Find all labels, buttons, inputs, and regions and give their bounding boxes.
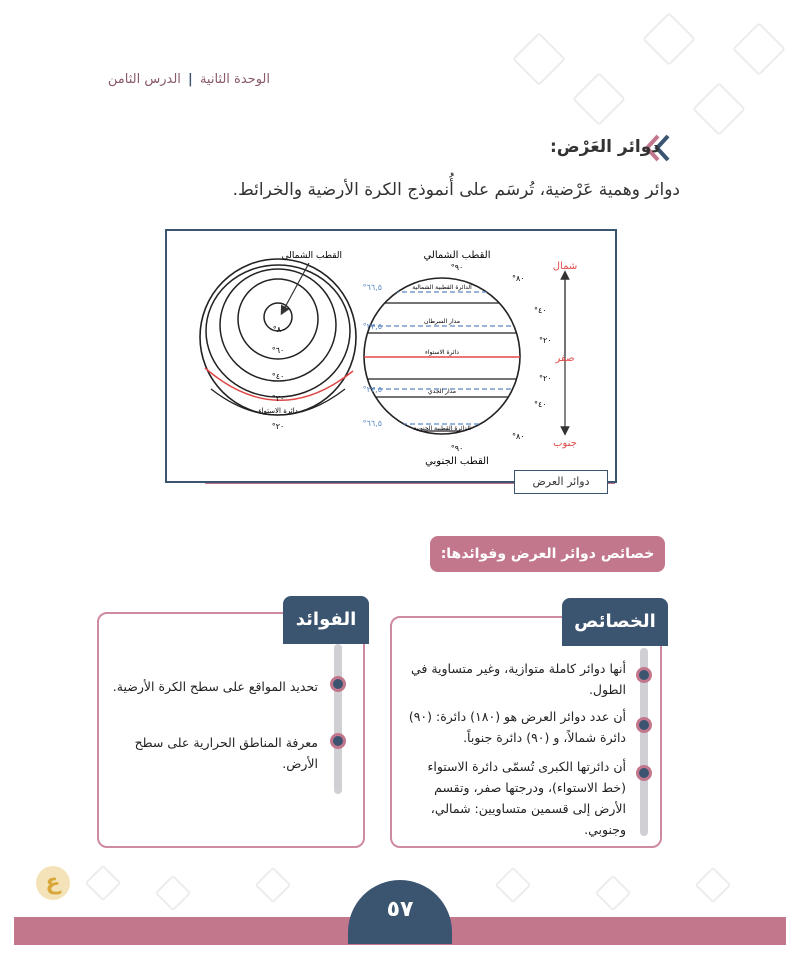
background-decoration bbox=[512, 32, 566, 86]
zero-axis-label: صفر bbox=[555, 353, 575, 364]
benefits-tab: الفوائد bbox=[283, 596, 369, 644]
lesson-label: الدرس الثامن bbox=[107, 72, 181, 87]
left-north-pole-label: القطب الشمالي bbox=[281, 251, 342, 261]
north-90-label: °٩٠ bbox=[450, 263, 464, 272]
deg-80s-label: °٨٠ bbox=[512, 432, 525, 441]
characteristic-item-3: أن دائرتها الكبرى تُسمّى دائرة الاستواء (خط الاستواء)، ودرجتها صفر، وتقسم الأرض إلى قسمين متساويين: شمالي، وجنوبي. bbox=[427, 759, 626, 837]
benefit-item-2: معرفة المناطق الحرارية على سطح الأرض. bbox=[134, 735, 318, 771]
right-north-pole-label: القطب الشمالي bbox=[423, 250, 491, 261]
background-decoration bbox=[155, 875, 192, 912]
header-separator: | bbox=[188, 72, 193, 87]
characteristics-tab: الخصائص bbox=[562, 598, 668, 646]
direction-axis bbox=[553, 261, 577, 449]
left-globe-outline bbox=[200, 259, 356, 415]
right-equator-label: دائرة الاستواء bbox=[425, 349, 459, 356]
left-equator-label: دائرة الاستواء bbox=[258, 407, 298, 415]
characteristic-item-2: أن عدد دوائر العرض هو (١٨٠) دائرة: (٩٠) دائرة شمالاً، و (٩٠) دائرة جنوباً. bbox=[408, 709, 626, 745]
publisher-logo-icon: ع bbox=[36, 866, 70, 900]
benefits-card bbox=[97, 612, 365, 848]
background-decoration bbox=[85, 865, 122, 902]
blue-235-bottom-label: °٢٣,٥ bbox=[362, 385, 382, 394]
properties-heading: خصائص دوائر العرض وفوائدها: bbox=[430, 536, 665, 572]
unit-label: الوحدة الثانية bbox=[199, 72, 270, 87]
benefits-timeline bbox=[334, 644, 342, 794]
capricorn-label: مدار الجدي bbox=[427, 388, 457, 395]
intro-paragraph: دوائر وهمية عَرْضية، تُرسَم على أُنموذج الكرة الأرضية والخرائط. bbox=[232, 180, 680, 200]
bullet-dot bbox=[330, 733, 346, 749]
background-decoration bbox=[732, 22, 786, 76]
background-decoration bbox=[495, 867, 532, 904]
bullet-dot bbox=[636, 667, 652, 683]
deg-80n-label: °٨٠ bbox=[512, 274, 525, 283]
background-decoration bbox=[692, 82, 746, 136]
south-axis-label: جنوب bbox=[553, 438, 577, 449]
deg-40n-label: °٤٠ bbox=[534, 306, 547, 315]
left-globe bbox=[200, 251, 356, 431]
section-title: دوائر العَرْض: bbox=[549, 137, 660, 157]
background-decoration bbox=[642, 12, 696, 66]
cancer-label: مدار السرطان bbox=[423, 318, 461, 325]
blue-665-top-label: °٦٦,٥ bbox=[362, 283, 382, 292]
deg-20n-label: °٢٠ bbox=[539, 336, 552, 345]
left-lat-40-label: °٤٠ bbox=[271, 372, 285, 381]
background-decoration bbox=[255, 867, 292, 904]
latitude-diagram bbox=[167, 231, 615, 481]
arctic-label: الدائرة القطبية الشمالية bbox=[412, 284, 472, 291]
deg-40s-label: °٤٠ bbox=[534, 400, 547, 409]
left-lat-20n-label: °٢٠ bbox=[271, 394, 285, 403]
figure-caption: دوائر العرض bbox=[514, 470, 608, 494]
background-decoration bbox=[595, 875, 632, 912]
right-south-pole-label: القطب الجنوبي bbox=[425, 456, 489, 467]
left-lat-80-label: °٨٠ bbox=[272, 325, 286, 334]
page-header bbox=[60, 72, 270, 87]
page-number: ٥٧ bbox=[348, 880, 452, 944]
deg-20s-label: °٢٠ bbox=[539, 374, 552, 383]
right-globe bbox=[362, 250, 552, 467]
left-lat-60-label: °٦٠ bbox=[271, 346, 285, 355]
characteristic-item-1: أنها دوائر كاملة متوازية، وغير متساوية في الطول. bbox=[410, 661, 626, 697]
left-lat-20s-label: °٢٠ bbox=[271, 422, 285, 431]
antarctic-label: الدائرة القطبية الجنوبية bbox=[413, 425, 471, 432]
blue-665-bottom-label: °٦٦,٥ bbox=[362, 419, 382, 428]
background-decoration bbox=[695, 867, 732, 904]
south-90-label: °٩٠ bbox=[450, 444, 464, 453]
bullet-dot bbox=[636, 765, 652, 781]
blue-235-top-label: °٢٣,٥ bbox=[362, 322, 382, 331]
background-decoration bbox=[572, 72, 626, 126]
bullet-dot bbox=[330, 676, 346, 692]
latitude-figure bbox=[165, 229, 617, 483]
north-axis-label: شمال bbox=[552, 261, 578, 272]
benefit-item-1: تحديد المواقع على سطح الكرة الأرضية. bbox=[112, 679, 318, 694]
bullet-dot bbox=[636, 717, 652, 733]
right-globe-outline bbox=[364, 278, 520, 434]
